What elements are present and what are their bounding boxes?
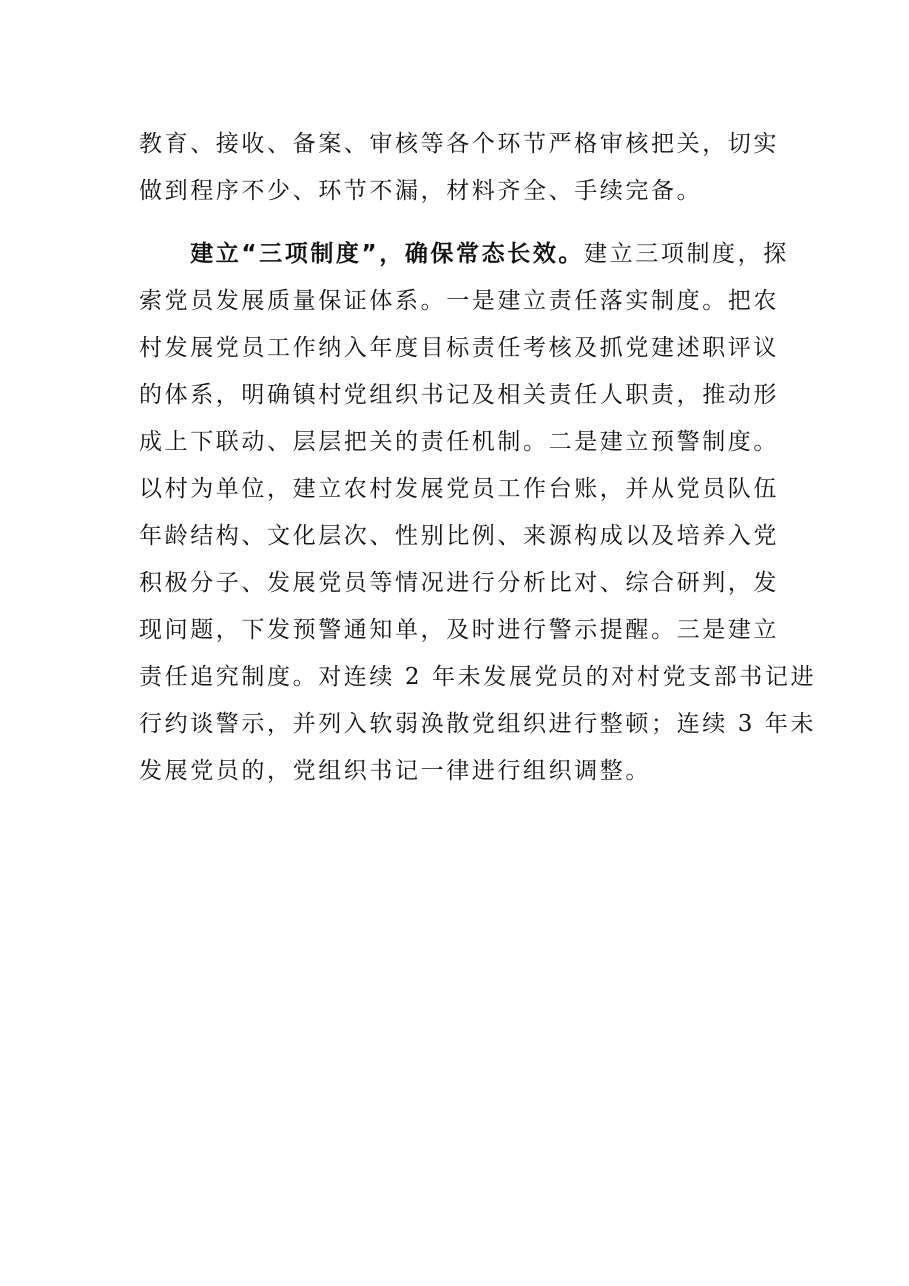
- paragraph-first-line: [139, 231, 789, 278]
- text-line: 以村为单位，建立农村发展党员工作台账，并从党员队伍: [139, 476, 779, 502]
- text-line: 教育、接收、备案、审核等各个环节严格审核把关，切实: [139, 131, 779, 157]
- text-line: 索党员发展质量保证体系。一是建立责任落实制度。把农: [139, 288, 779, 314]
- text-line: 积极分子、发展党员等情况进行分析比对、综合研判，发: [139, 570, 779, 596]
- text-line: 责任追究制度。对连续 2 年未发展党员的对村党支部书记进: [139, 664, 817, 690]
- text-line: 年龄结构、文化层次、性别比例、来源构成以及培养入党: [139, 523, 779, 549]
- text-line: 成上下联动、层层把关的责任机制。二是建立预警制度。: [139, 429, 779, 455]
- heading-followup-text: 建立三项制度，探: [584, 241, 789, 267]
- text-line: 做到程序不少、环节不漏，材料齐全、手续完备。: [139, 178, 703, 204]
- paragraph-three-systems: [139, 231, 817, 795]
- text-line: 行约谈警示，并列入软弱涣散党组织进行整顿；连续 3 年未: [139, 711, 817, 737]
- text-line: 村发展党员工作纳入年度目标责任考核及抓党建述职评议: [139, 335, 779, 361]
- text-line: 现问题，下发预警通知单，及时进行警示提醒。三是建立: [139, 617, 779, 643]
- text-line: 发展党员的，党组织书记一律进行组织调整。: [139, 758, 651, 784]
- text-line: 的体系，明确镇村党组织书记及相关责任人职责，推动形: [139, 382, 779, 408]
- paragraph-heading: 建立“三项制度”，确保常态长效。: [190, 241, 585, 267]
- paragraph-continuation: [139, 121, 779, 215]
